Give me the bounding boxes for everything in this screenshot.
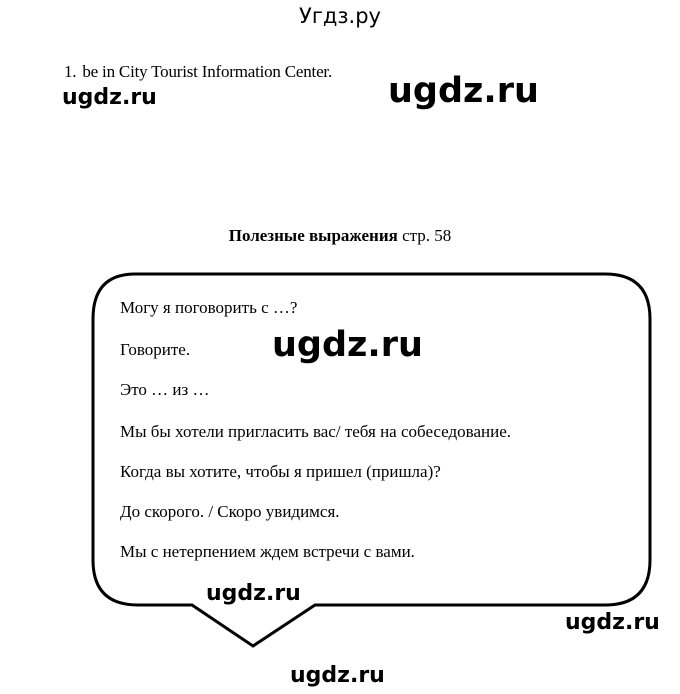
phrase-item: Это … из … bbox=[120, 380, 210, 399]
phrase-item: Мы с нетерпением ждем встречи с вами. bbox=[120, 542, 415, 561]
phrase-item: Мы бы хотели пригласить вас/ тебя на собеседование. bbox=[120, 422, 511, 441]
watermark: ugdz.ru bbox=[206, 581, 301, 606]
watermark: ugdz.ru bbox=[272, 325, 423, 365]
site-title: Угдз.ру bbox=[299, 4, 381, 28]
phrase-item: Говорите. bbox=[120, 340, 191, 359]
answer-number: 1. bbox=[64, 62, 77, 81]
watermark: ugdz.ru bbox=[565, 610, 660, 635]
watermark: ugdz.ru bbox=[62, 85, 157, 110]
phrase-item: Могу я поговорить с …? bbox=[120, 298, 298, 317]
watermark: ugdz.ru bbox=[388, 71, 539, 111]
section-heading-page: стр. 58 bbox=[397, 226, 452, 245]
answer-text: be in City Tourist Information Center. bbox=[82, 62, 333, 81]
watermark: ugdz.ru bbox=[290, 663, 385, 688]
phrase-item: Когда вы хотите, чтобы я пришел (пришла)? bbox=[120, 462, 441, 481]
phrase-item: До скорого. / Скоро увидимся. bbox=[120, 502, 340, 521]
section-heading-title: Полезные выражения bbox=[228, 226, 398, 245]
